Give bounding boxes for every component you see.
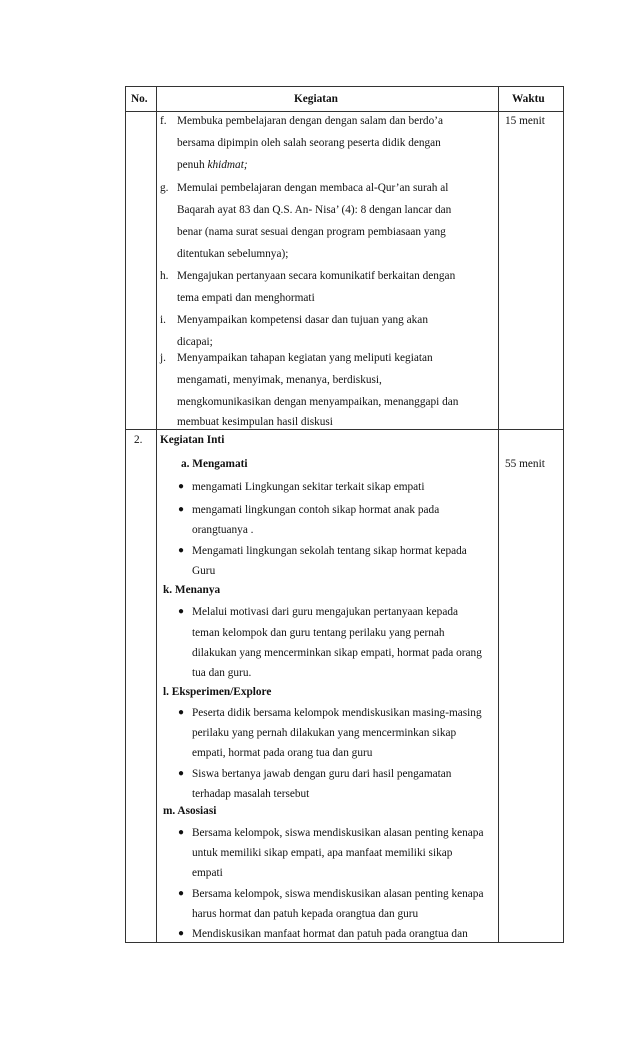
a3-line-2: Guru	[192, 565, 216, 577]
row2-title: Kegiatan Inti	[160, 434, 225, 446]
row1-i-line-1: Menyampaikan kompetensi dasar dan tujuan yang akan	[177, 314, 428, 326]
row1-waktu: 15 menit	[505, 115, 545, 127]
row1-f-line-2: bersama dipimpin oleh salah seorang peserta didik dengan	[177, 137, 441, 149]
row1-f-line-1: Membuka pembelajaran dengan dengan salam dan berdo’a	[177, 115, 443, 127]
row1-marker-f: f.	[160, 115, 167, 127]
row1-j-line-2: mengamati, menyimak, menanya, berdiskusi,	[177, 374, 382, 386]
l1-line-3: empati, hormat pada orang tua dan guru	[192, 747, 373, 759]
row1-j-line-3: mengkomunikasikan dengan menyampaikan, menanggapi dan	[177, 396, 459, 408]
row1-marker-j: j.	[160, 352, 166, 364]
row1-marker-i: i.	[160, 314, 166, 326]
m2-line-2: harus hormat dan patuh kepada orangtua dan guru	[192, 908, 419, 920]
k1-line-4: tua dan guru.	[192, 667, 252, 679]
section-l-heading: l. Eksperimen/Explore	[163, 686, 272, 698]
bullet-a1: ●	[178, 481, 185, 492]
row-divider	[126, 429, 563, 430]
m1-line-1: Bersama kelompok, siswa mendiskusikan alasan penting kenapa	[192, 827, 484, 839]
header-kegiatan: Kegiatan	[294, 93, 338, 105]
a3-line-1: Mengamati lingkungan sekolah tentang sikap hormat kepada	[192, 545, 467, 557]
a2-line-1: mengamati lingkungan contoh sikap hormat anak pada	[192, 504, 440, 516]
row1-g-line-2: Baqarah ayat 83 dan Q.S. An- Nisa’ (4): 8 dengan lancar dan	[177, 204, 452, 216]
row1-g-line-3: benar (nama surat sesuai dengan program pembiasaan yang	[177, 226, 446, 238]
l2-line-2: terhadap masalah tersebut	[192, 788, 310, 800]
section-a-heading: a. Mengamati	[181, 458, 248, 470]
bullet-a2: ●	[178, 504, 185, 515]
lesson-table	[125, 86, 564, 943]
m1-line-2: untuk memiliki sikap empati, apa manfaat memiliki sikap	[192, 847, 453, 859]
row1-j-line-1: Menyampaikan tahapan kegiatan yang meliputi kegiatan	[177, 352, 433, 364]
bullet-l1: ●	[178, 707, 185, 718]
bullet-m1: ●	[178, 827, 185, 838]
row1-f-line-3: penuh khidmat;	[177, 159, 248, 171]
a1-line-1: mengamati Lingkungan sekitar terkait sikap empati	[192, 481, 425, 493]
bullet-m2: ●	[178, 888, 185, 899]
row1-g-line-4: ditentukan sebelumnya);	[177, 248, 289, 260]
m3-line-1: Mendiskusikan manfaat hormat dan patuh pada orangtua dan	[192, 928, 468, 940]
k1-line-1: Melalui motivasi dari guru mengajukan pertanyaan kepada	[192, 606, 459, 618]
column-divider-no	[156, 87, 157, 942]
row1-g-line-1: Memulai pembelajaran dengan membaca al-Qur’an surah al	[177, 182, 449, 194]
k1-line-3: dilakukan yang mencerminkan sikap empati, hormat pada orang	[192, 647, 482, 659]
section-k-heading: k. Menanya	[163, 584, 221, 596]
l2-line-1: Siswa bertanya jawab dengan guru dari hasil pengamatan	[192, 768, 452, 780]
l1-line-2: perilaku yang pernah dilakukan yang mencerminkan sikap	[192, 727, 457, 739]
header-waktu: Waktu	[512, 93, 545, 105]
l1-line-1: Peserta didik bersama kelompok mendiskusikan masing-masing	[192, 707, 482, 719]
row1-h-line-1: Mengajukan pertanyaan secara komunikatif berkaitan dengan	[177, 270, 456, 282]
m2-line-1: Bersama kelompok, siswa mendiskusikan alasan penting kenapa	[192, 888, 484, 900]
bullet-a3: ●	[178, 545, 185, 556]
section-m-heading: m. Asosiasi	[163, 805, 217, 817]
k1-line-2: teman kelompok dan guru tentang perilaku yang pernah	[192, 627, 445, 639]
row1-i-line-2: dicapai;	[177, 336, 213, 348]
bullet-l2: ●	[178, 768, 185, 779]
header-divider	[126, 111, 563, 112]
row1-j-line-4: membuat kesimpulan hasil diskusi	[177, 416, 333, 428]
row1-h-line-2: tema empati dan menghormati	[177, 292, 315, 304]
bullet-m3: ●	[178, 928, 185, 939]
bullet-k1: ●	[178, 606, 185, 617]
column-divider-waktu	[498, 87, 499, 942]
row1-marker-h: h.	[160, 270, 169, 282]
header-no: No.	[131, 93, 148, 105]
a2-line-2: orangtuanya .	[192, 524, 254, 536]
row2-waktu: 55 menit	[505, 458, 545, 470]
m1-line-3: empati	[192, 867, 223, 879]
row2-no: 2.	[134, 434, 143, 446]
row1-marker-g: g.	[160, 182, 169, 194]
